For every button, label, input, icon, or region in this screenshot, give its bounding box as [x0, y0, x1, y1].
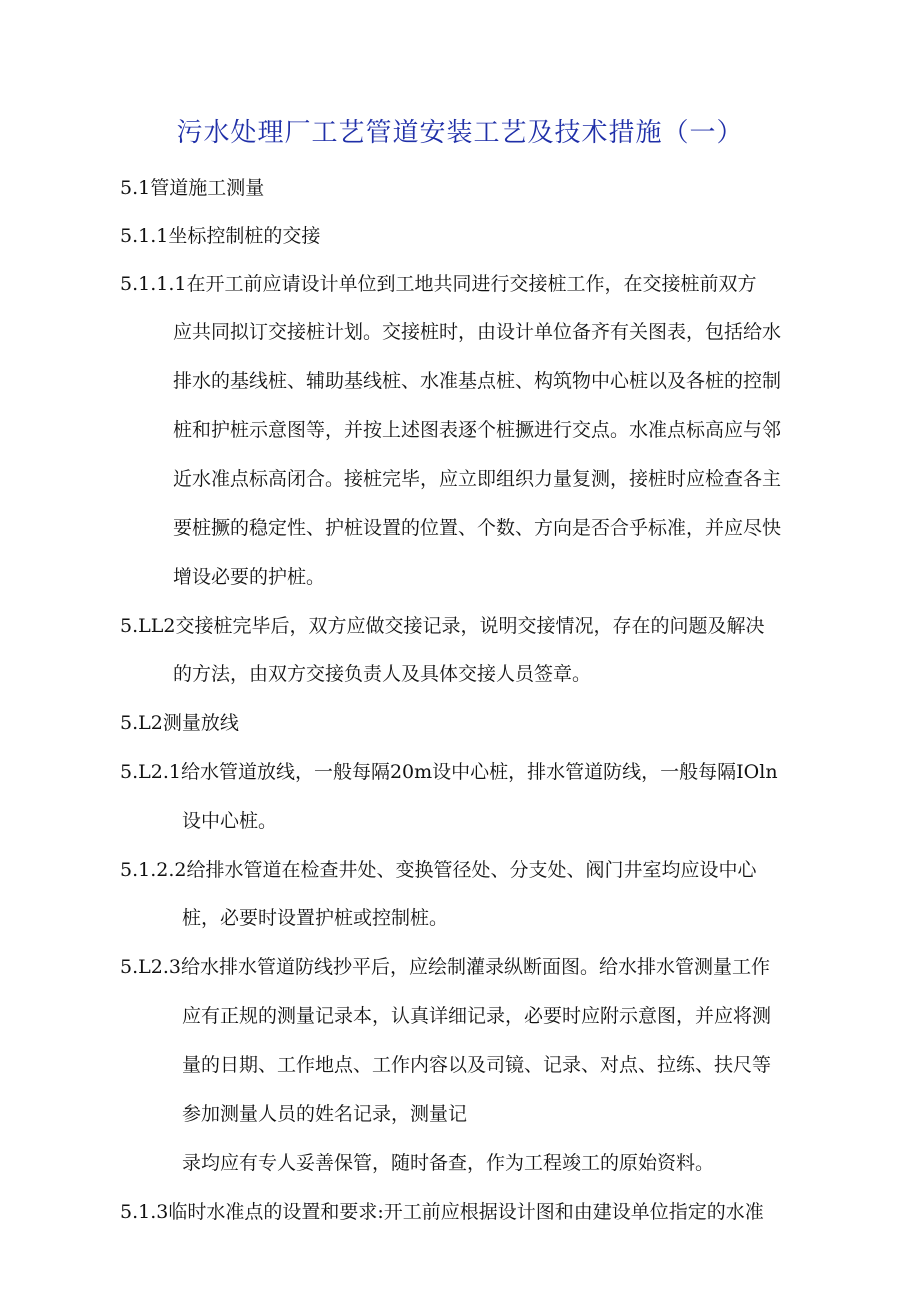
paragraph-line: 应共同拟订交接桩计划。交接桩时，由设计单位备齐有关图表，包括给水	[173, 321, 782, 343]
paragraph-line: 5.1.2.2给排水管道在检查井处、变换管径处、分支处、阀门井室均应设中心	[120, 859, 757, 881]
heading-5-1-1: 5.1.1坐标控制桩的交接	[120, 225, 321, 247]
paragraph-line: 5.L2.1给水管道放线，一般每隔20m设中心桩，排水管道防线，一般每隔IOln	[120, 761, 778, 783]
heading-5-1-3: 5.1.3临时水准点的设置和要求:开工前应根据设计图和由建设单位指定的水准	[120, 1201, 764, 1223]
paragraph-line: 参加测量人员的姓名记录，测量记	[182, 1103, 468, 1125]
paragraph-line: 应有正规的测量记录本，认真详细记录，必要时应附示意图，并应将测	[182, 1005, 772, 1027]
paragraph-line: 录均应有专人妥善保管，随时备查，作为工程竣工的原始资料。	[182, 1152, 715, 1174]
paragraph-line: 桩和护桩示意图等，并按上述图表逐个桩撅进行交点。水准点标高应与邻	[173, 419, 782, 441]
heading-5-1: 5.1管道施工测量	[120, 177, 265, 199]
paragraph-line: 的方法，由双方交接负责人及具体交接人员签章。	[173, 663, 592, 685]
paragraph-line: 5.LL2交接桩完毕后，双方应做交接记录，说明交接情况，存在的问题及解决	[120, 615, 765, 637]
paragraph-line: 桩，必要时设置护桩或控制桩。	[182, 907, 449, 929]
paragraph-line: 近水准点标高闭合。接桩完毕，应立即组织力量复测，接桩时应检查各主	[173, 468, 782, 490]
paragraph-line: 排水的基线桩、辅助基线桩、水准基点桩、构筑物中心桩以及各桩的控制	[173, 370, 782, 392]
paragraph-line: 5.L2.3给水排水管道防线抄平后，应绘制灌录纵断面图。给水排水管测量工作	[120, 956, 770, 978]
paragraph-line: 5.1.1.1在开工前应请设计单位到工地共同进行交接桩工作，在交接桩前双方	[120, 273, 757, 295]
paragraph-line: 要桩撅的稳定性、护桩设置的位置、个数、方向是否合乎标准，并应尽快	[173, 517, 782, 539]
paragraph-line: 设中心桩。	[182, 810, 278, 832]
document-title: 污水处理厂工艺管道安装工艺及技术措施（一）	[176, 118, 744, 148]
heading-5-1-2: 5.L2测量放线	[120, 712, 239, 734]
paragraph-line: 量的日期、工作地点、工作内容以及司镜、记录、对点、拉练、扶尺等	[182, 1054, 772, 1076]
paragraph-line: 增设必要的护桩。	[173, 566, 326, 588]
